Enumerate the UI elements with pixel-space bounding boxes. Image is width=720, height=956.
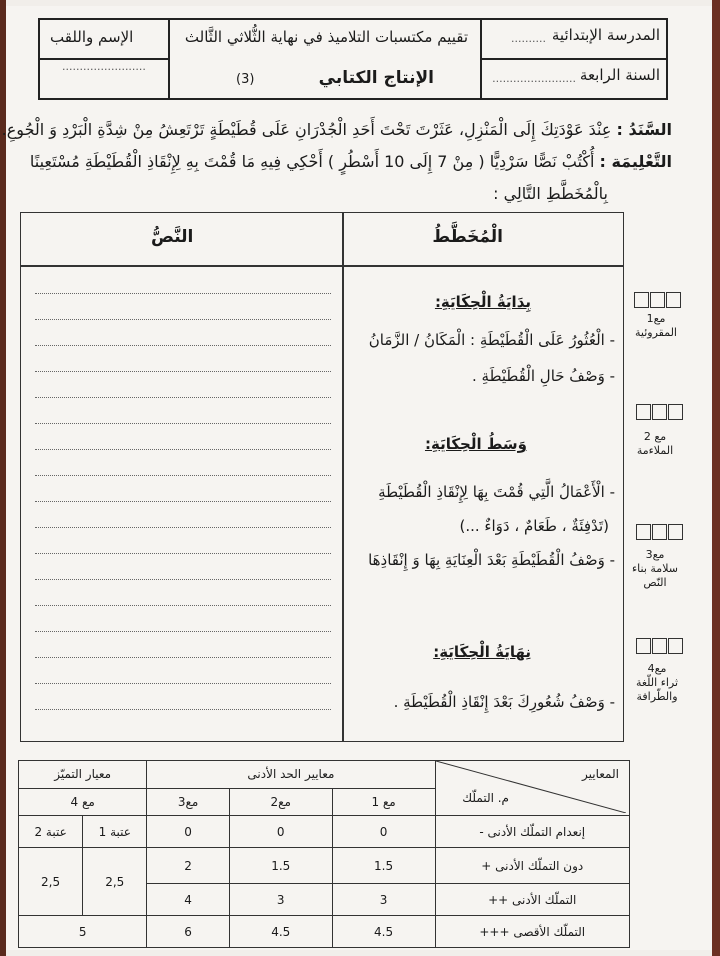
sanad-label: السَّنَدُ : [616, 120, 672, 139]
grid-col-header: مع 1 [332, 788, 435, 816]
grid-col-header: مع 4 [19, 788, 147, 816]
grid-cell: 4.5 [229, 916, 332, 948]
score-boxes-c4[interactable] [636, 638, 683, 654]
name-field[interactable]: ........................ [62, 60, 146, 73]
writing-line[interactable] [35, 501, 331, 502]
plan-item: - وَصْفُ شُعُورِكَ بَعْدَ إِنْقَاذِ الْقُطَيْطَةِ . [393, 693, 615, 711]
writing-line[interactable] [35, 605, 331, 606]
grid-row-label: التملّك الأدنى ++ [435, 884, 630, 916]
score-boxes-c2[interactable] [636, 404, 683, 420]
subject-number: (3) [236, 72, 255, 87]
writing-line[interactable] [35, 319, 331, 320]
section-heading-end: نِهَايَةُ الْحِكَايَةِ: [433, 643, 531, 661]
writing-line[interactable] [35, 683, 331, 684]
criterion-2: مع 2 الملاءمة [636, 430, 674, 457]
grid-col-header: مع3 [147, 788, 229, 816]
grid-cell: 4 [147, 884, 229, 916]
criterion-4: مع4 ثراء اللّغة والطّرافة [635, 662, 679, 703]
sanad-line [2, 120, 672, 139]
grid-cell: 5 [19, 916, 147, 948]
name-label: الإسم واللقب [50, 28, 134, 46]
instruction-text: أُكْتُبْ نَصًّا سَرْدِيًّا ( مِنْ 7 إِلَى 10 أَسْطُرٍ ) أَحْكِي فِيهِ مَا قُمْتَ بِهِ لِإِنْقَاذِ الْقُطَيْطَةِ مُسْتَعِينًا [29, 152, 595, 171]
grid-cell: 2 [147, 848, 229, 884]
grid-excellence-header: معيار التميّز [19, 761, 147, 789]
writing-line[interactable] [35, 631, 331, 632]
writing-line[interactable] [35, 579, 331, 580]
section-heading-beginning: بِدَايَةُ الْحِكَايَةِ: [434, 293, 531, 311]
grid-cell: 3 [332, 884, 435, 916]
writing-line[interactable] [35, 345, 331, 346]
grade-label: السنة الرابعة [579, 66, 660, 84]
grid-cell: 6 [147, 916, 229, 948]
school-label: المدرسة الإبتدائية [551, 26, 660, 44]
grid-cell: 0 [147, 816, 229, 848]
grid-cell: 1.5 [229, 848, 332, 884]
page-edge-right [712, 0, 720, 956]
grid-threshold: عتبة 1 [83, 816, 147, 848]
plan-item: - وَصْفُ حَالِ الْقُطَيْطَةِ . [471, 367, 615, 385]
criterion-3: مع3 سلامة بناء النّص [632, 548, 678, 589]
writing-line[interactable] [35, 293, 331, 294]
score-boxes-c3[interactable] [636, 524, 683, 540]
writing-line[interactable] [35, 553, 331, 554]
plan-item: - وَصْفُ الْقُطَيْطَةِ بَعْدَ الْعِنَايَةِ بِهَا وَ إِنْقَاذِهَا [368, 551, 615, 569]
sanad-text: عِنْدَ عَوْدَتِكَ إِلَى الْمَنْزِلِ، عَثَرْتَ تَحْتَ أَحَدِ الْجُدْرَانِ عَلَى قُطَيْطَةٍ تَرْتَعِشُ مِنْ شِدَّةِ الْبَرْدِ وَ الْجُوعِ. [1, 120, 612, 139]
grading-grid [18, 760, 630, 948]
plan-table [20, 212, 624, 742]
plan-column-header: الْمُخَطَّطُ [432, 227, 503, 247]
plan-item: - الْعُثُورُ عَلَى الْقُطَيْطَةِ : الْمَكَانُ / الزَّمَانُ [368, 331, 615, 349]
subject-title: الإنتاج الكتابي [318, 68, 434, 88]
header-box [38, 18, 668, 100]
grid-cell: 0 [332, 816, 435, 848]
grid-row-label: إنعدام التملّك الأدنى - [435, 816, 630, 848]
writing-line[interactable] [35, 397, 331, 398]
writing-line[interactable] [35, 371, 331, 372]
grid-cell: 1.5 [332, 848, 435, 884]
grid-cell: 4.5 [332, 916, 435, 948]
school-field[interactable]: .......... [511, 32, 546, 45]
criterion-1: مع1 المقروئية [635, 312, 677, 339]
score-boxes-c1[interactable] [634, 292, 681, 308]
writing-line[interactable] [35, 449, 331, 450]
instruction-label: التَّعْلِيمَة : [599, 152, 672, 171]
writing-line[interactable] [35, 423, 331, 424]
grid-cell: 2,5 [83, 848, 147, 916]
writing-line[interactable] [35, 527, 331, 528]
grid-col-header: مع2 [229, 788, 332, 816]
grid-cell: 2,5 [19, 848, 83, 916]
grid-row-label: التملّك الأقصى +++ [435, 916, 630, 948]
grid-threshold: عتبة 2 [19, 816, 83, 848]
writing-line[interactable] [35, 709, 331, 710]
grade-field[interactable]: ........................ [492, 72, 576, 85]
section-heading-middle: وَسَطُ الْحِكَايَةِ: [424, 435, 527, 453]
writing-line[interactable] [35, 657, 331, 658]
grid-row-label: دون التملّك الأدنى + [435, 848, 630, 884]
instruction-line [30, 152, 672, 171]
plan-item: - الْأَعْمَالُ الَّتِي قُمْتَ بِهَا لِإِنْقَاذِ الْقُطَيْطَةِ [378, 483, 615, 501]
exam-title: تقييم مكتسبات التلاميذ في نهاية الثُّلاثي الثَّالث [184, 28, 468, 46]
plan-item: (تَدْفِئَةٌ ، طَعَامٌ ، دَوَاءٌ ...) [459, 517, 609, 535]
writing-line[interactable] [35, 475, 331, 476]
grid-cell: 3 [229, 884, 332, 916]
grid-cell: 0 [229, 816, 332, 848]
instruction-continuation: بِالْمُخَطَّطِ التَّالِي : [493, 184, 608, 203]
grid-criteria-header: المعايير م. التملّك [435, 761, 630, 816]
text-column-header: النَّصُّ [151, 227, 194, 247]
grid-min-header: معايير الحد الأدنى [147, 761, 435, 789]
